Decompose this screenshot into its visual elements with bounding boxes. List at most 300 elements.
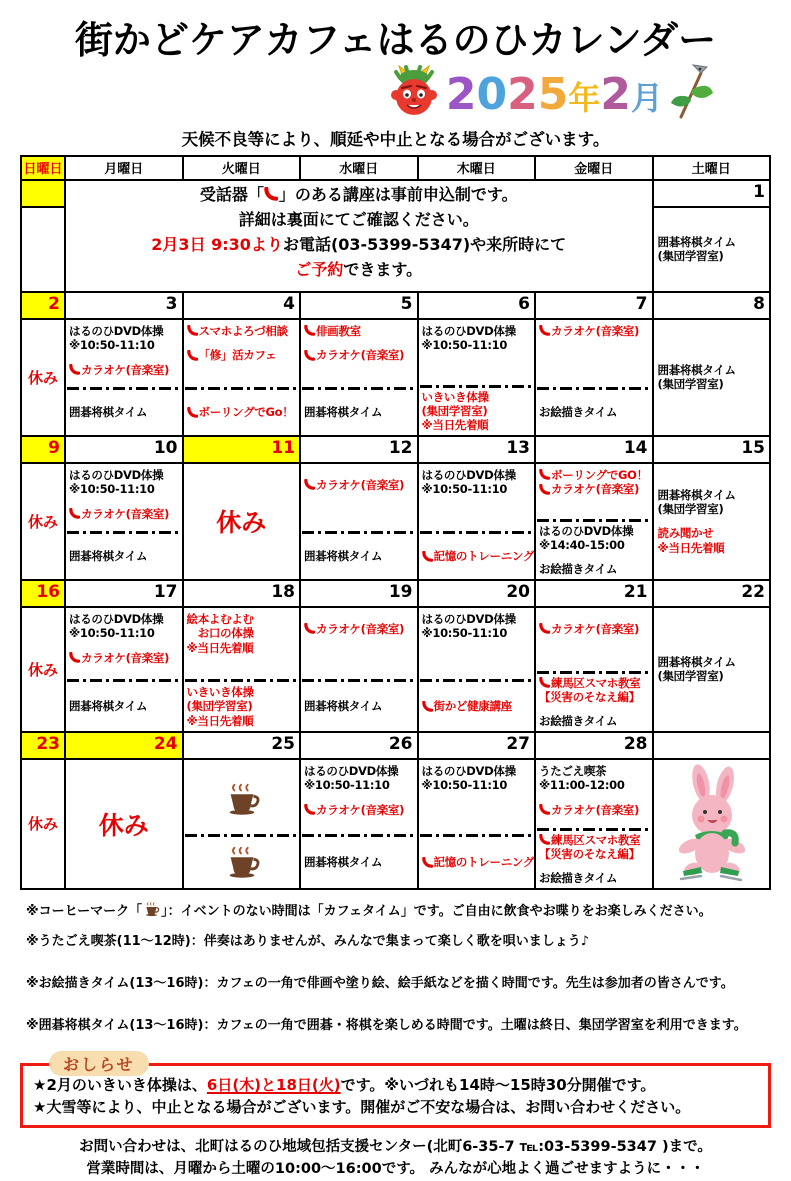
closed-label: 休み — [27, 512, 58, 531]
notice-segment: 6日(木)と18日(火) — [206, 1075, 341, 1094]
phone-receiver-icon — [187, 407, 198, 418]
phone-receiver-icon — [304, 804, 315, 815]
event-text: 記憶のトレーニング — [433, 549, 534, 564]
date-cell: 14 — [534, 435, 652, 462]
afternoon-events — [66, 534, 182, 579]
coffee-cup-icon — [143, 901, 160, 917]
month-char: 2 — [600, 68, 631, 120]
event-line — [69, 482, 155, 496]
event-text: うたごえ喫茶 — [539, 763, 607, 778]
closed-label: 休み — [27, 660, 58, 679]
month-label — [445, 68, 663, 120]
event-line — [539, 778, 625, 792]
notice-line — [33, 1097, 760, 1119]
thursday-events-cell — [417, 318, 535, 435]
date-cell: 18 — [182, 579, 300, 606]
event-text: 街かど健康講座 — [433, 699, 512, 714]
event-line — [422, 390, 533, 404]
cafe-time-afternoon — [184, 837, 300, 888]
event-line — [539, 714, 650, 728]
event-line — [539, 524, 650, 538]
event-text: 記憶のトレーニング — [433, 855, 534, 870]
event-text: 読み聞かせ — [657, 526, 714, 541]
event-line — [304, 699, 415, 713]
saturday-events-cell — [652, 206, 770, 291]
event-text: 囲碁将棋タイム — [304, 405, 383, 420]
monday-events-cell — [64, 318, 182, 435]
morning-events — [419, 320, 535, 385]
note-text: ※囲碁将棋タイム(13～16時)：カフェの一角で囲碁・将棋を楽しめる時間です。土曜は終日、集団学習室を利用できます。 — [26, 1017, 747, 1033]
event-line — [658, 526, 768, 540]
event-line — [69, 363, 169, 377]
monday-events-cell — [64, 462, 182, 579]
afternoon-events — [66, 682, 182, 730]
oni-demon-mascot-icon — [388, 65, 440, 125]
event-line — [658, 669, 768, 683]
event-line — [304, 764, 398, 778]
message-segment: 受話器「 — [199, 185, 264, 205]
phone-receiver-icon — [422, 701, 433, 712]
day-header-wednesday: 水曜日 — [299, 157, 417, 179]
date-cell: 21 — [534, 579, 652, 606]
afternoon-events — [184, 682, 300, 730]
date-cell: 28 — [534, 731, 652, 758]
closed-label: 休み — [216, 508, 267, 538]
notice-segment: ★2月のいきいき体操は、 — [33, 1075, 207, 1094]
notice-label: おしらせ — [49, 1051, 149, 1076]
phone-receiver-icon — [304, 350, 315, 361]
event-text: スマホよろづ相談 — [198, 323, 288, 338]
event-line — [187, 612, 254, 626]
month-banner — [0, 64, 713, 126]
closed-cell — [22, 462, 64, 579]
event-line — [422, 418, 533, 432]
footer-contact — [0, 1137, 791, 1181]
event-line — [539, 562, 650, 576]
afternoon-events — [419, 682, 535, 730]
note-line — [26, 930, 791, 949]
day-header-monday: 月曜日 — [64, 157, 182, 179]
event-line — [69, 651, 169, 665]
weather-warning-text: 天候不良等により、順延や中止となる場合がございます。 — [181, 129, 610, 149]
month-char: 月 — [630, 78, 663, 117]
event-line — [422, 404, 533, 418]
event-line — [658, 541, 768, 555]
event-text: ※当日先着順 — [186, 713, 254, 728]
message-segment: ご予約 — [295, 259, 344, 279]
calendar-table — [20, 155, 771, 890]
event-line — [422, 778, 508, 792]
closed-cell — [64, 758, 182, 888]
event-text: はるのひDVD体操 — [421, 611, 516, 626]
event-text: カラオケ(音楽室) — [81, 362, 170, 377]
wednesday-events-cell — [299, 318, 417, 435]
date-cell: 26 — [299, 731, 417, 758]
cafe-time-morning — [184, 760, 300, 834]
afternoon-events — [536, 522, 652, 579]
phone-receiver-icon — [69, 364, 80, 375]
event-text: (集団学習室) — [657, 669, 724, 684]
closed-label: 休み — [27, 368, 58, 387]
event-text: 囲碁将棋タイム — [304, 855, 383, 870]
message-segment: 2月3日 9:30より — [151, 234, 283, 254]
saturday-events-cell — [652, 606, 770, 731]
event-line — [304, 778, 390, 792]
date-cell: 27 — [417, 731, 535, 758]
notice-box — [20, 1054, 771, 1129]
afternoon-events — [184, 390, 300, 435]
morning-events — [419, 464, 535, 531]
notice-line — [33, 1075, 760, 1097]
tuesday-events-cell — [182, 606, 300, 731]
date-cell: 11 — [182, 435, 300, 462]
event-text: 絵本よむよむ — [186, 611, 254, 626]
afternoon-events — [536, 674, 652, 731]
message-segment: 」のある講座は事前申込制です。 — [278, 185, 518, 205]
friday-events-cell — [534, 318, 652, 435]
date-cell: 25 — [182, 731, 300, 758]
afternoon-events — [419, 837, 535, 888]
footer-line: お問い合わせは、北町はるのひ地域包括支援センター(北町6-35-7 ℡:03-5399-5347 )まで。 — [79, 1139, 712, 1156]
phone-receiver-icon — [187, 350, 198, 361]
event-line — [187, 714, 298, 728]
event-text: ※10:50-11:10 — [304, 778, 390, 793]
morning-events — [419, 608, 535, 680]
morning-events — [536, 320, 652, 387]
event-text: お口の体操 — [186, 626, 254, 641]
event-text: はるのひDVD体操 — [421, 467, 516, 482]
event-line — [422, 855, 533, 869]
morning-events — [536, 608, 652, 671]
morning-events — [301, 320, 417, 387]
phone-receiver-icon — [304, 479, 315, 490]
date-cell: 7 — [534, 291, 652, 318]
event-line — [539, 690, 650, 704]
day-header-friday: 金曜日 — [534, 157, 652, 179]
date-cell: 4 — [182, 291, 300, 318]
morning-events — [66, 608, 182, 680]
date-cell: 2 — [22, 291, 64, 318]
morning-events — [536, 464, 652, 519]
phone-reservation-message — [64, 179, 652, 291]
holly-sardine-decoration-icon — [667, 63, 713, 127]
message-segment: できます。 — [343, 259, 423, 279]
morning-events — [419, 760, 535, 834]
afternoon-events — [536, 390, 652, 435]
event-line — [422, 764, 516, 778]
event-text: いきいき体操 — [186, 685, 254, 700]
event-text: カラオケ(音楽室) — [81, 650, 170, 665]
friday-events-cell — [534, 606, 652, 731]
morning-events — [184, 320, 300, 387]
closed-cell — [182, 462, 300, 579]
notes-section — [26, 900, 791, 1033]
event-text: お絵描きタイム — [539, 405, 618, 420]
event-text: はるのひDVD体操 — [421, 763, 516, 778]
event-text: 【災害のそなえ編】 — [539, 690, 640, 705]
afternoon-events — [301, 390, 417, 435]
phone-receiver-icon — [422, 857, 433, 868]
event-text: はるのひDVD体操 — [421, 323, 516, 338]
event-text: ※当日先着順 — [186, 640, 254, 655]
event-line — [69, 405, 180, 419]
event-text: ※10:50-11:10 — [69, 626, 155, 641]
event-text: カラオケ(音楽室) — [316, 348, 405, 363]
coffee-cup-icon — [223, 781, 261, 817]
message-line — [295, 258, 422, 283]
date-cell: 8 — [652, 291, 770, 318]
phone-receiver-icon — [539, 325, 550, 336]
afternoon-events — [301, 837, 417, 888]
event-text: 囲碁将棋タイム — [304, 549, 383, 564]
date-cell: 17 — [64, 579, 182, 606]
coffee-cup-icon — [223, 844, 261, 880]
event-text: 囲碁将棋タイム — [69, 405, 148, 420]
event-line — [422, 338, 508, 352]
event-text: ※10:50-11:10 — [69, 482, 155, 497]
friday-events-cell — [534, 758, 652, 888]
note-line — [26, 900, 791, 919]
event-text: 練馬区スマホ教室 — [551, 832, 641, 847]
note-line — [26, 1014, 791, 1033]
event-line — [658, 377, 768, 391]
phone-receiver-icon — [69, 652, 80, 663]
thursday-events-cell — [417, 758, 535, 888]
tuesday-events-cell — [182, 318, 300, 435]
message-line — [200, 183, 518, 208]
notice-segment: です。※いづれも14時～15時30分開催です。 — [340, 1075, 656, 1094]
event-line — [69, 549, 180, 563]
date-cell: 9 — [22, 435, 64, 462]
event-text: カラオケ(音楽室) — [316, 477, 405, 492]
date-cell: 23 — [22, 731, 64, 758]
date-cell: 3 — [64, 291, 182, 318]
event-line — [539, 482, 639, 496]
event-text: はるのひDVD体操 — [69, 323, 164, 338]
morning-events — [66, 320, 182, 387]
date-cell: 12 — [299, 435, 417, 462]
closed-label: 休み — [27, 815, 58, 834]
event-text: (集団学習室) — [657, 249, 724, 264]
event-line — [187, 348, 277, 362]
date-cell: 16 — [22, 579, 64, 606]
event-text: ※10:50-11:10 — [421, 482, 508, 497]
event-text: 俳画教室 — [316, 323, 361, 338]
event-line — [539, 405, 650, 419]
event-line — [187, 626, 254, 640]
note-text: ※お絵描きタイム(13～16時)：カフェの一角で俳画や塗り絵、絵手紙などを描く時間です。先生は参加者の皆さんです。 — [26, 975, 734, 991]
phone-receiver-icon — [539, 484, 550, 495]
event-line — [422, 468, 516, 482]
event-text: (集団学習室) — [186, 699, 253, 714]
page-title: 街かどケアカフェはるのひカレンダー — [74, 18, 717, 62]
event-line — [539, 871, 650, 885]
event-text: ※10:50-11:10 — [421, 778, 508, 793]
event-line — [539, 622, 639, 636]
phone-receiver-icon — [539, 804, 550, 815]
event-line — [304, 478, 404, 492]
event-text: ※11:00-12:00 — [539, 778, 625, 793]
morning-events — [66, 464, 182, 531]
event-line — [69, 626, 155, 640]
event-text: ※10:50-11:10 — [421, 626, 508, 641]
morning-events — [301, 464, 417, 531]
afternoon-events — [536, 831, 652, 888]
event-line — [658, 249, 768, 263]
event-text: (集団学習室) — [657, 501, 724, 516]
event-line — [539, 538, 650, 552]
event-line — [422, 699, 533, 713]
day-header-tuesday: 火曜日 — [182, 157, 300, 179]
phone-receiver-icon — [187, 325, 198, 336]
event-line — [304, 855, 415, 869]
event-text: はるのひDVD体操 — [69, 467, 164, 482]
event-text: 囲碁将棋タイム — [657, 654, 736, 669]
notice-segment: ★大雪等により、中止となる場合がございます。開催がご不安な場合は、お問い合わせください。 — [33, 1097, 691, 1116]
morning-events — [536, 760, 652, 828]
event-line — [69, 338, 155, 352]
event-line — [658, 235, 768, 249]
event-line — [658, 488, 768, 502]
footer-line: 営業時間は、月曜から土曜の10:00～16:00です。 みんなが心地よく過ごせますように・・・ — [86, 1161, 705, 1178]
event-line — [69, 468, 163, 482]
date-cell: 13 — [417, 435, 535, 462]
event-line — [187, 699, 298, 713]
phone-receiver-icon — [539, 623, 550, 634]
date-cell — [652, 731, 770, 758]
phone-receiver-icon — [264, 187, 278, 201]
message-line — [151, 233, 566, 258]
day-header-thursday: 木曜日 — [417, 157, 535, 179]
event-text: ※10:50-11:10 — [69, 338, 155, 353]
date-cell: 1 — [652, 179, 770, 206]
phone-receiver-icon — [69, 508, 80, 519]
event-text: ボーリングでGO！ — [551, 467, 648, 482]
event-line — [187, 405, 298, 419]
event-text: ※当日先着順 — [421, 418, 489, 433]
event-text: カラオケ(音楽室) — [551, 802, 640, 817]
date-cell: 10 — [64, 435, 182, 462]
event-line — [304, 405, 415, 419]
event-line — [539, 764, 606, 778]
event-text: ボーリングでGo！ — [198, 405, 294, 420]
skating-rabbit-icon — [663, 763, 759, 885]
wednesday-events-cell — [299, 606, 417, 731]
event-text: 「修」活カフェ — [198, 348, 277, 363]
event-line — [658, 655, 768, 669]
phone-receiver-icon — [304, 623, 315, 634]
note-text: 」：イベントのない時間は「カフェタイム」です。ご自由に飲食やお喋りをお楽しみください。 — [161, 903, 712, 919]
phone-receiver-icon — [539, 677, 550, 688]
date-cell: 22 — [652, 579, 770, 606]
event-text: カラオケ(音楽室) — [551, 482, 640, 497]
event-text: 囲碁将棋タイム — [304, 699, 383, 714]
event-text: カラオケ(音楽室) — [316, 621, 405, 636]
event-line — [658, 502, 768, 516]
thursday-events-cell — [417, 462, 535, 579]
event-text: カラオケ(音楽室) — [316, 802, 405, 817]
date-cell: 24 — [64, 731, 182, 758]
month-char: 5 — [537, 68, 569, 120]
event-line — [304, 549, 415, 563]
event-line — [187, 324, 288, 338]
event-line — [422, 612, 516, 626]
note-text: ※コーヒーマーク「 — [26, 903, 143, 919]
date-cell: 15 — [652, 435, 770, 462]
event-line — [304, 324, 361, 338]
saturday-events-cell — [652, 318, 770, 435]
event-line — [187, 685, 298, 699]
event-line — [539, 324, 639, 338]
event-line — [304, 348, 404, 362]
afternoon-events — [419, 388, 535, 435]
event-line — [69, 612, 163, 626]
event-line — [422, 482, 508, 496]
afternoon-events — [301, 682, 417, 730]
friday-events-cell — [534, 462, 652, 579]
phone-receiver-icon — [539, 834, 550, 845]
event-line — [539, 847, 650, 861]
afternoon-events — [419, 534, 535, 579]
phone-receiver-icon — [304, 325, 315, 336]
rabbit-illustration — [652, 758, 770, 888]
month-char: 2 — [507, 68, 538, 120]
event-text: ※10:50-11:10 — [421, 338, 508, 353]
message-line — [239, 208, 479, 233]
closed-cell — [22, 606, 64, 731]
day-header-sunday: 日曜日 — [22, 157, 64, 179]
message-segment: 詳細は裏面にてご確認ください。 — [238, 210, 479, 229]
event-text: (集団学習室) — [657, 377, 724, 392]
event-text: 囲碁将棋タイム — [69, 549, 148, 564]
phone-receiver-icon — [422, 551, 433, 562]
cafe-time-cell — [182, 758, 300, 888]
event-line — [304, 622, 404, 636]
event-line — [69, 699, 180, 713]
morning-events — [184, 608, 300, 680]
message-segment: お電話(03-5399-5347)や来所時にて — [282, 234, 567, 254]
closed-label: 休み — [98, 810, 149, 840]
event-line — [69, 324, 163, 338]
month-char: 年 — [568, 78, 601, 117]
afternoon-events — [66, 390, 182, 435]
event-text: 囲碁将棋タイム — [69, 699, 148, 714]
event-text: カラオケ(音楽室) — [81, 506, 170, 521]
morning-events — [301, 608, 417, 680]
event-line — [658, 363, 768, 377]
phone-receiver-icon — [539, 469, 550, 480]
event-text: 囲碁将棋タイム — [657, 234, 736, 249]
event-line — [422, 549, 533, 563]
sunday-closed-cell — [22, 206, 64, 291]
event-line — [539, 468, 648, 482]
saturday-events-cell — [652, 462, 770, 579]
event-text: はるのひDVD体操 — [539, 523, 634, 538]
event-text: お絵描きタイム — [539, 562, 618, 577]
month-char: 0 — [476, 68, 508, 120]
event-text: 囲碁将棋タイム — [657, 362, 736, 377]
event-text: カラオケ(音楽室) — [551, 323, 640, 338]
event-line — [422, 626, 508, 640]
event-line — [187, 641, 254, 655]
date-cell: 5 — [299, 291, 417, 318]
date-cell — [22, 179, 64, 206]
event-line — [539, 833, 650, 847]
event-text: ※当日先着順 — [657, 540, 725, 555]
event-text: いきいき体操 — [421, 389, 489, 404]
closed-cell — [22, 758, 64, 888]
event-line — [539, 803, 639, 817]
